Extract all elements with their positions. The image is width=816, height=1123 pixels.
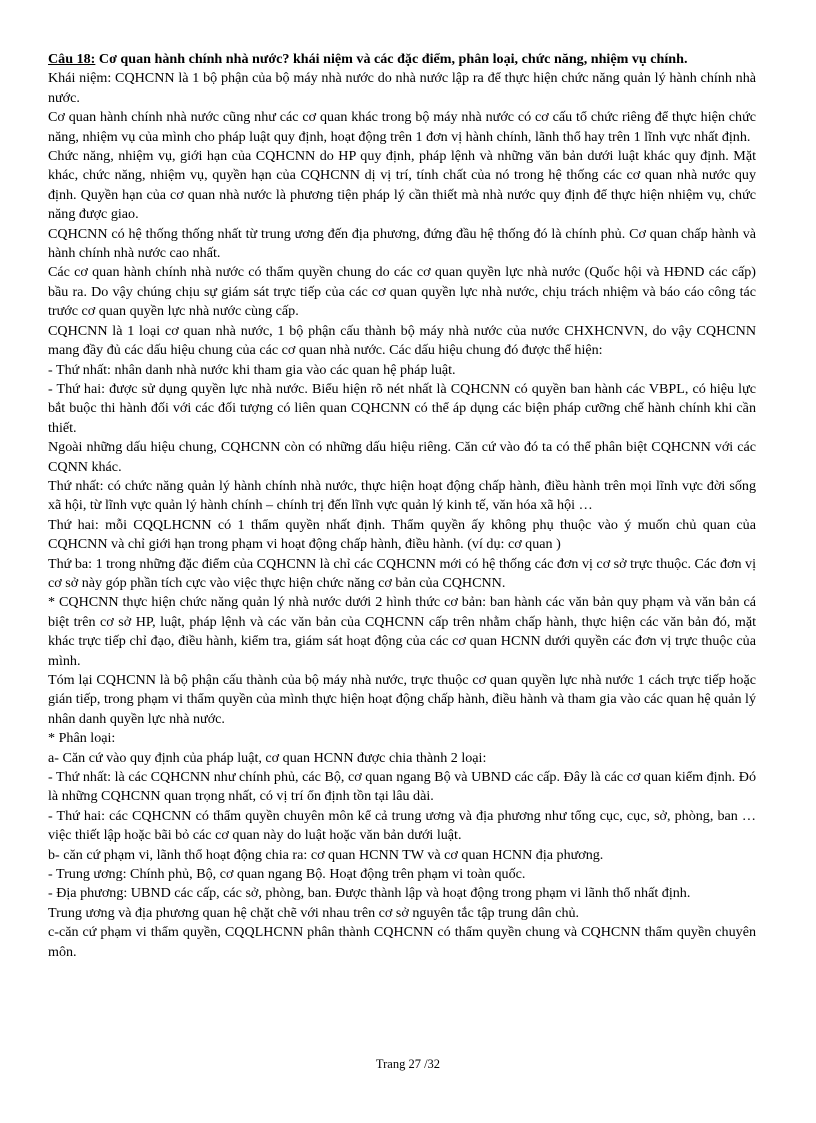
paragraph: Thứ nhất: có chức năng quản lý hành chính nhà nước, thực hiện hoạt động chấp hành, điều hành trên mọi lĩnh vực đời sống xã hội, từ lĩnh vực quản lý hành chính – chính trị đến lĩnh vực quản lý kinh tế, văn hóa xã hội … xyxy=(48,477,756,514)
paragraph: a- Căn cứ vào quy định của pháp luật, cơ quan HCNN được chia thành 2 loại: xyxy=(48,749,487,766)
list-item: - Thứ nhất: nhân danh nhà nước khi tham gia vào các quan hệ pháp luật. xyxy=(48,361,456,378)
list-item: - Thứ hai: được sử dụng quyền lực nhà nước. Biểu hiện rõ nét nhất là CQHCNN có quyền ban hành các VBPL, có hiệu lực bắt buộc thi hành đối với các đối tượng có liên quan CQHCNN có thể áp dụng các biện pháp cưỡng chế hành chính khi cần thiết. xyxy=(48,380,756,436)
paragraph: Chức năng, nhiệm vụ, giới hạn của CQHCNN do HP quy định, pháp lệnh và những văn bản dưới luật khác quy định. Mặt khác, chức năng, nhiệm vụ, quyền hạn của CQHCNN dị vị trí, tính chất của nó trong hệ thống các cơ quan nhà nước quy định. Quyền hạn của cơ quan nhà nước là phương tiện pháp lý cần thiết mà nhà nước quy định để thực hiện nhiệm vụ, chức năng được giao. xyxy=(48,148,756,223)
paragraph-definition: Khái niệm: CQHCNN là 1 bộ phận của bộ máy nhà nước do nhà nước lập ra để thực hiện chức năng quản lý hành chính nhà nước. xyxy=(48,70,756,106)
section-label-classification: * Phân loại: xyxy=(48,730,116,747)
list-item: - Thứ hai: các CQHCNN có thẩm quyền chuyên môn kể cả trung ương và địa phương như tổng cục, cục, sở, phòng, ban … việc thiết lập hoặc bãi bỏ các cơ quan này do luật hoặc văn bản dưới luật. xyxy=(48,807,756,844)
document-body xyxy=(48,50,756,962)
paragraph: CQHCNN là 1 loại cơ quan nhà nước, 1 bộ phận cấu thành bộ máy nhà nước của nước CHXHCNVN, do vậy CQHCNN mang đầy đủ các dấu hiệu chung của các cơ quan nhà nước. Các dấu hiệu chung đó được thể hiện: xyxy=(48,322,756,359)
paragraph: c-căn cứ phạm vi thẩm quyền, CQQLHCNN phân thành CQHCNN có thẩm quyền chung và CQHCNN thẩm quyền chuyên môn. xyxy=(48,924,756,960)
list-item: - Địa phương: UBND các cấp, các sở, phòng, ban. Được thành lập và hoạt động trong phạm vi lãnh thổ nhất định. xyxy=(48,885,691,902)
page-number: Trang 27 /32 xyxy=(375,1057,441,1071)
paragraph: CQHCNN có hệ thống thống nhất từ trung ương đến địa phương, đứng đầu hệ thống đó là chính phủ. Cơ quan chấp hành và hành chính nhà nước cao nhất. xyxy=(48,225,756,262)
paragraph: * CQHCNN thực hiện chức năng quản lý nhà nước dưới 2 hình thức cơ bản: ban hành các văn bản quy phạm và văn bản cá biệt trên cơ sở HP, luật, pháp lệnh và các văn bản của CQHCNN cấp trên nhằm chấp hành, thực hiện các văn bản đó, mặt khác trực tiếp chỉ đạo, điều hành, kiểm tra, giám sát hoạt động của các cơ quan HCNN dưới quyền các đơn vị trực thuộc của mình. xyxy=(48,594,756,669)
paragraph: Cơ quan hành chính nhà nước cũng như các cơ quan khác trong bộ máy nhà nước có cơ cấu tổ chức riêng để thực hiện chức năng, nhiệm vụ của mình cho pháp luật quy định, hoạt động trên 1 đơn vị hành chính, lãnh thổ hay trên 1 lĩnh vực nhất định. xyxy=(48,109,756,145)
paragraph: Trung ương và địa phương quan hệ chặt chẽ với nhau trên cơ sở nguyên tắc tập trung dân chủ. xyxy=(48,904,580,921)
question-title: Cơ quan hành chính nhà nước? khái niệm và các đặc điểm, phân loại, chức năng, nhiệm vụ chính. xyxy=(95,51,688,67)
question-heading xyxy=(48,50,756,69)
paragraph: Ngoài những dấu hiệu chung, CQHCNN còn có những dấu hiệu riêng. Căn cứ vào đó ta có thể phân biệt CQHCNN với các CQNN khác. xyxy=(48,439,756,475)
paragraph: Các cơ quan hành chính nhà nước có thẩm quyền chung do các cơ quan quyền lực nhà nước (Quốc hội và HĐND các cấp) bầu ra. Do vậy chúng chịu sự giám sát trực tiếp của các cơ quan quyền lực nhà nước, chịu trách nhiệm và báo cáo công tác trước cơ quan quyền lực nhà nước cùng cấp. xyxy=(48,264,756,320)
paragraph: Thứ hai: mỗi CQQLHCNN có 1 thẩm quyền nhất định. Thẩm quyền ấy không phụ thuộc vào ý muốn chủ quan của CQHCNN và chỉ giới hạn trong phạm vi hoạt động chấp hành, điều hành. (ví dụ: cơ quan ) xyxy=(48,516,756,553)
paragraph: Thứ ba: 1 trong những đặc điểm của CQHCNN là chỉ các CQHCNN mới có hệ thống các đơn vị cơ sở trực thuộc. Các đơn vị cơ sở này góp phần tích cực vào việc thực hiện chức năng cơ bản của CQHCNN. xyxy=(48,555,756,591)
paragraph: b- căn cứ phạm vi, lãnh thổ hoạt động chia ra: cơ quan HCNN TW và cơ quan HCNN địa phương. xyxy=(48,846,604,863)
list-item: - Trung ương: Chính phủ, Bộ, cơ quan ngang Bộ. Hoạt động trên phạm vi toàn quốc. xyxy=(48,866,526,883)
question-number: Câu 18: xyxy=(48,51,96,67)
list-item: - Thứ nhất: là các CQHCNN như chính phủ, các Bộ, cơ quan ngang Bộ và UBND các cấp. Đây là các cơ quan kiểm định. Đó là những CQHCNN quan trọng nhất, có vị trí ổn định tồn tại lâu dài. xyxy=(48,769,756,805)
paragraph-summary: Tóm lại CQHCNN là bộ phận cấu thành của bộ máy nhà nước, trực thuộc cơ quan quyền lực nhà nước 1 cách trực tiếp hoặc gián tiếp, trong phạm vi thẩm quyền của mình thực hiện hoạt động chấp hành, điều hành và tham gia vào các quan hệ quản lý nhân danh quyền lực nhà nước. xyxy=(48,672,756,727)
